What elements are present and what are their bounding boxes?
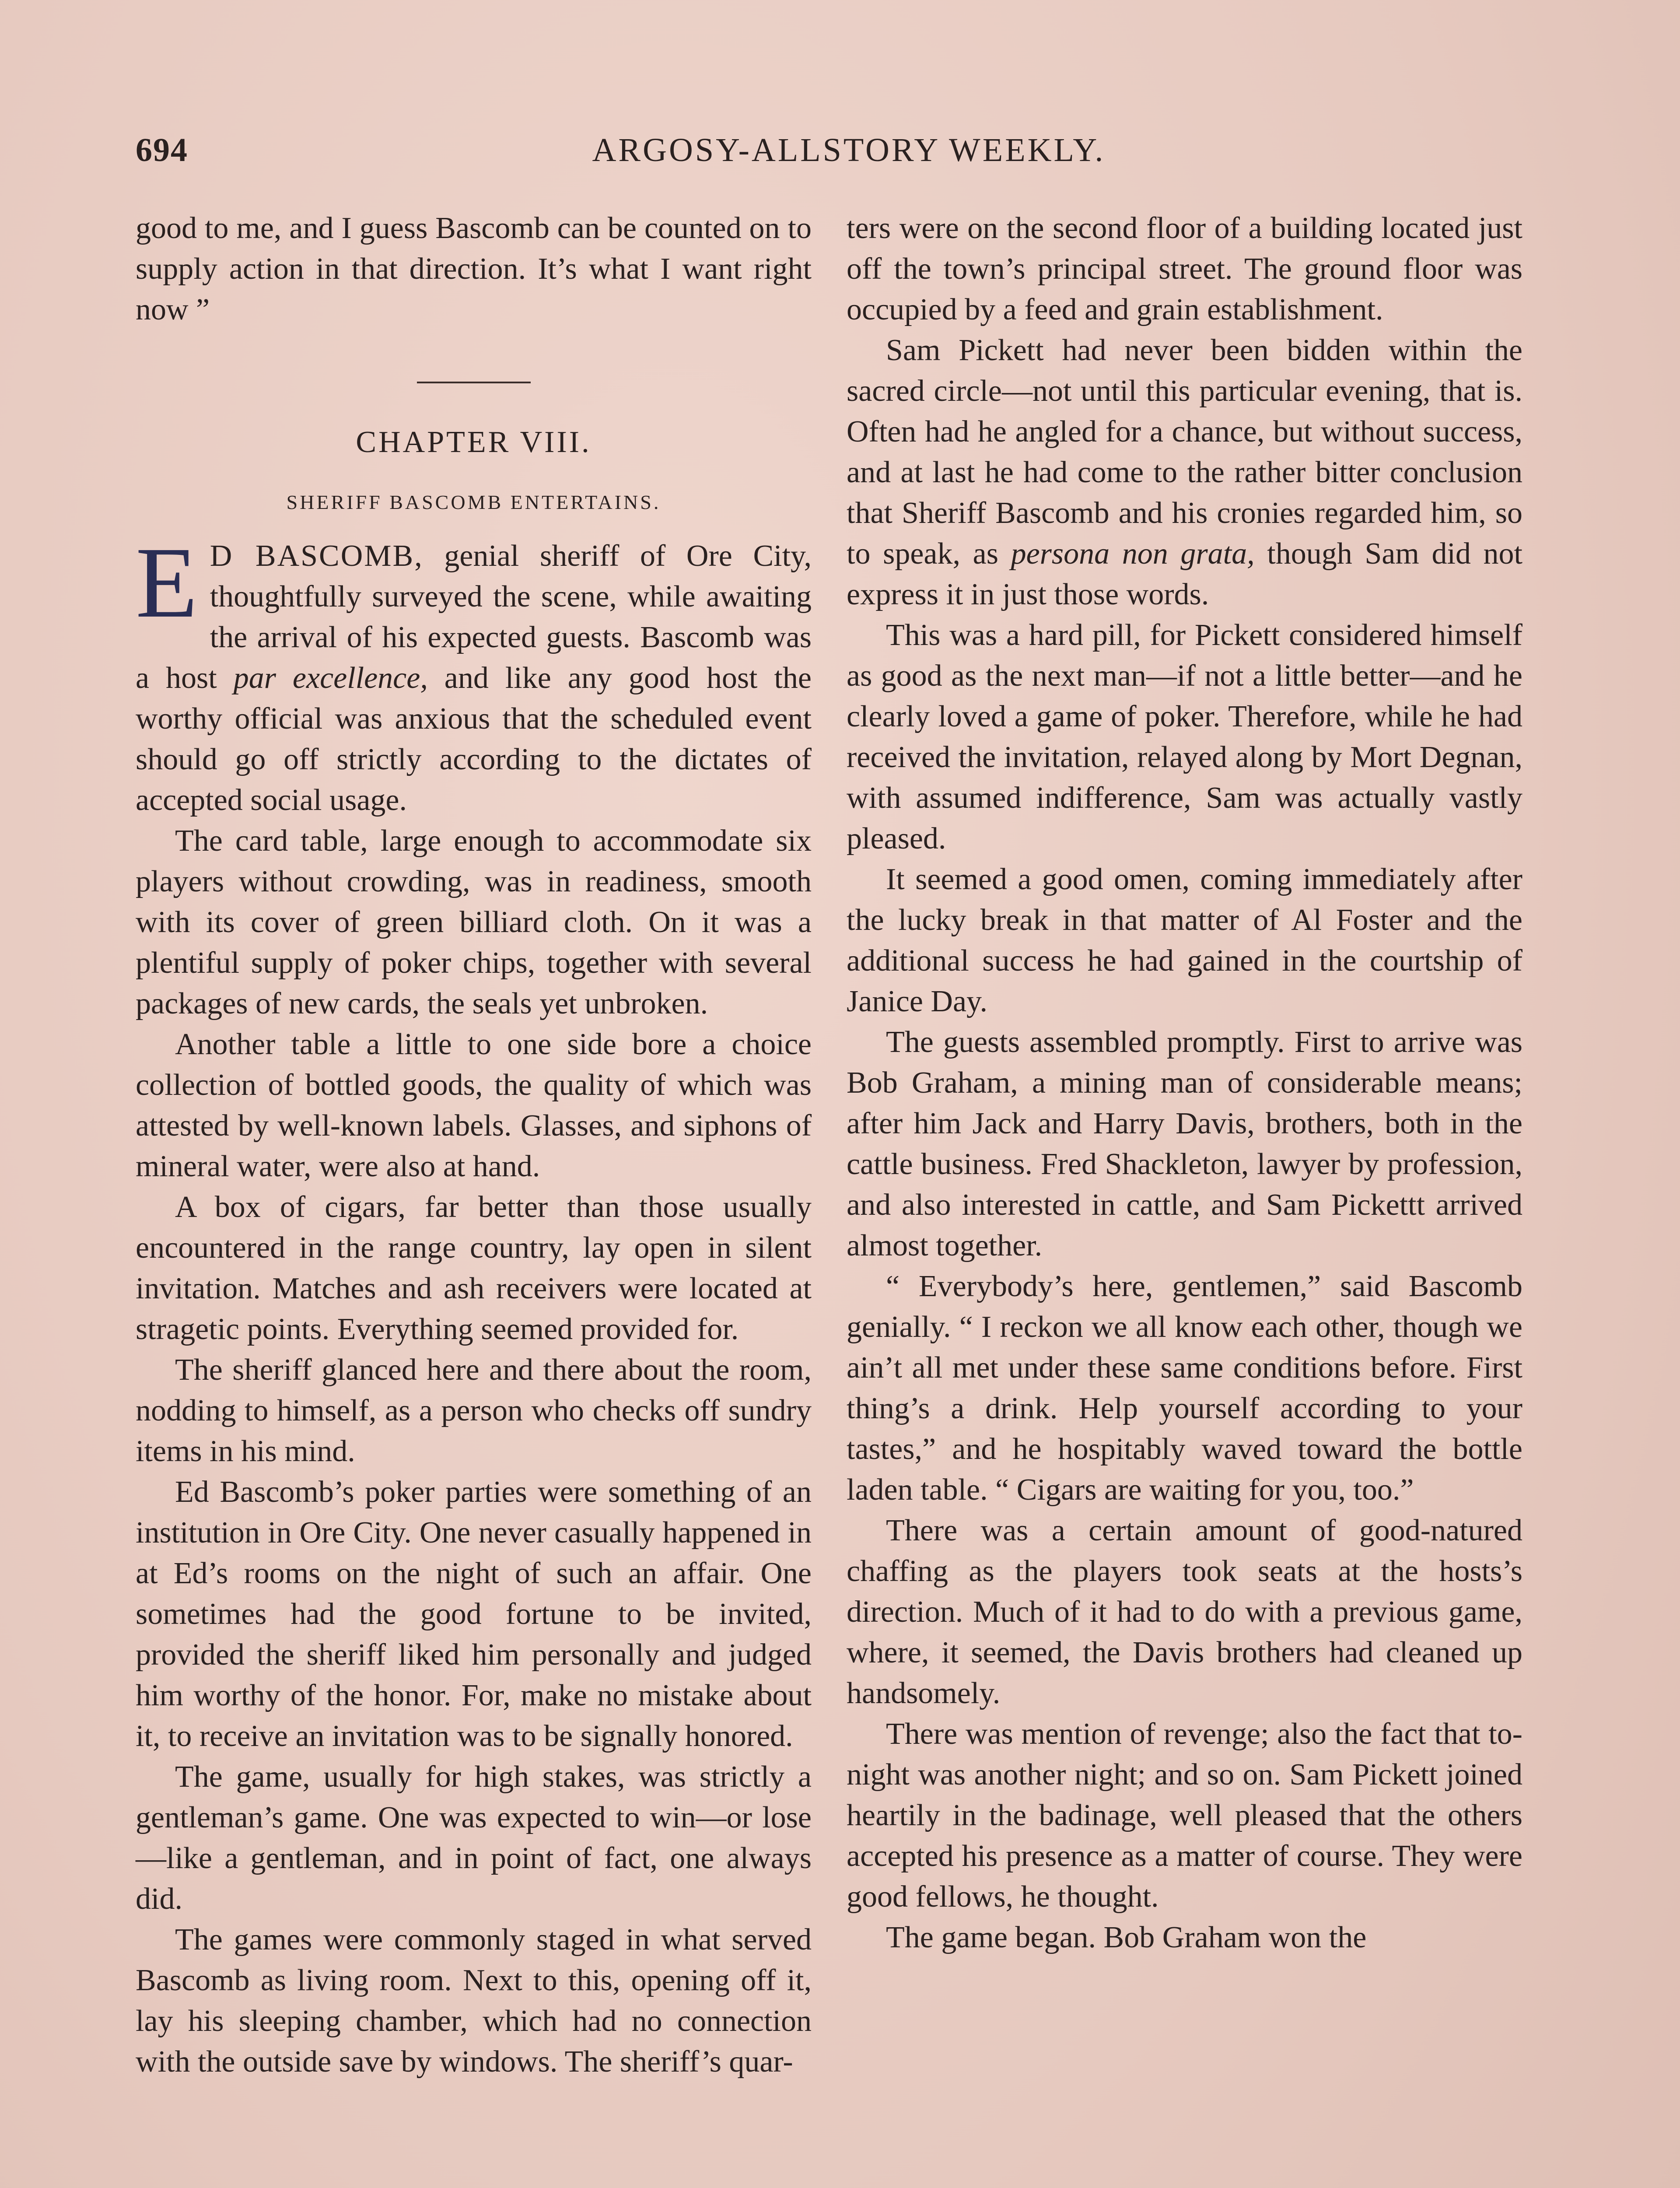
paragraph-text: Sam Pickett had never been bidden within the sacred circle—not until this particular evening, that is. Often had he angled for a chance, but without success, and at last he had come to the rather bitter conclusion that Sheriff Bascomb and his cronies regarded him, so to speak, as bbox=[847, 333, 1522, 571]
opening-words: D BASCOMB, bbox=[210, 539, 424, 573]
paragraph: A box of cigars, far better than those usually encountered in the range country, lay open in silent invitation. Matches and ash receivers were located at stragetic points. Everything seemed provided for. bbox=[136, 1190, 812, 1346]
paragraph: The game, usually for high stakes, was strictly a gentleman’s game. One was expected to win—or lose—like a gentleman, and in point of fact, one always did. bbox=[136, 1760, 812, 1916]
section-divider bbox=[417, 382, 531, 383]
page-header bbox=[136, 131, 1562, 193]
paragraph: There was a certain amount of good-natured chaffing as the players took seats at the hosts’s direction. Much of it had to do with a previous game, where, it seemed, the Davis brothers had cleaned up handsomely. bbox=[847, 1514, 1522, 1710]
chapter-subtitle: SHERIFF BASCOMB ENTERTAINS. bbox=[286, 491, 661, 513]
italic-phrase: par excellence, bbox=[233, 661, 428, 695]
drop-cap: E bbox=[136, 526, 198, 639]
chapter-heading: CHAPTER VIII. bbox=[356, 425, 592, 459]
left-column bbox=[136, 208, 812, 2082]
paragraph-text: though Sam did not express it in just those words. bbox=[847, 537, 1523, 611]
paragraph: The guests assembled promptly. First to arrive was Bob Graham, a mining man of considerable means; after him Jack and Harry Davis, brothers, both in the cattle business. Fred Shackleton, lawyer by profession, and also interested in cattle, and Sam Pickettt arrived almost together. bbox=[847, 1025, 1522, 1262]
italic-phrase: persona non grata, bbox=[1011, 537, 1255, 571]
right-column bbox=[847, 208, 1522, 1958]
running-head: ARGOSY-ALLSTORY WEEKLY. bbox=[592, 132, 1106, 168]
paragraph: “ Everybody’s here, gentlemen,” said Bascomb genially. “ I reckon we all know each other, though we ain’t all met under these same conditions before. First thing’s a drink. Help yourself according to your tastes,” and he hospitably waved toward the bottle laden table. “ Cigars are waiting for you, too.” bbox=[847, 1269, 1522, 1507]
paragraph: Ed Bascomb’s poker parties were something of an institution in Ore City. One never casually happened in at Ed’s rooms on the night of such an affair. One sometimes had the good fortune to be invited, provided the sheriff liked him personally and judged him worthy of the honor. For, make no mistake about it, to receive an invitation was to be signally honored. bbox=[136, 1475, 812, 1753]
paragraph-text: genial sheriff of Ore City, thoughtfully surveyed the scene, while awaiting the arrival of his expected guests. Bascomb was a host bbox=[136, 539, 812, 695]
paragraph: ters were on the second floor of a building located just off the town’s principal street. The ground floor was occupied by a feed and grain establishment. bbox=[847, 211, 1522, 326]
paragraph: The game began. Bob Graham won the bbox=[886, 1921, 1367, 1954]
paragraph: The games were commonly staged in what served Bascomb as living room. Next to this, opening off it, lay his sleeping chamber, which had no connection with the outside save by windows. The sheriff’s quar- bbox=[136, 1923, 812, 2079]
paragraph: The sheriff glanced here and there about the room, nodding to himself, as a person who checks off sundry items in his mind. bbox=[136, 1353, 812, 1468]
paragraph: This was a hard pill, for Pickett considered himself as good as the next man—if not a little better—and he clearly loved a game of poker. Therefore, while he had received the invitation, relayed along by Mort Degnan, with assumed indifference, Sam was actually vastly pleased. bbox=[847, 618, 1522, 856]
paragraph bbox=[847, 330, 1522, 615]
page-number: 694 bbox=[136, 132, 188, 168]
paragraph: good to me, and I guess Bascomb can be counted on to supply action in that direction. It’s what I want right now ” bbox=[136, 211, 812, 326]
paragraph: Another table a little to one side bore a choice collection of bottled goods, the quality of which was attested by well-known labels. Glasses, and siphons of mineral water, were also at hand. bbox=[136, 1027, 812, 1183]
paragraph: There was mention of revenge; also the fact that to-night was another night; and so on. Sam Pickett joined heartily in the badinage, well pleased that the others accepted his presence as a matter of course. They were good fellows, he thought. bbox=[847, 1717, 1522, 1914]
paragraph-text: and like any good host the worthy official was anxious that the scheduled event should go off strictly according to the dictates of accepted social usage. bbox=[136, 661, 812, 817]
paragraph: The card table, large enough to accommodate six players without crowding, was in readiness, smooth with its cover of green billiard cloth. On it was a plentiful supply of poker chips, together with several packages of new cards, the seals yet unbroken. bbox=[136, 824, 812, 1020]
opening-paragraph bbox=[136, 526, 812, 820]
paragraph: It seemed a good omen, coming immediately after the lucky break in that matter of Al Foster and the additional success he had gained in the courtship of Janice Day. bbox=[847, 863, 1522, 1018]
